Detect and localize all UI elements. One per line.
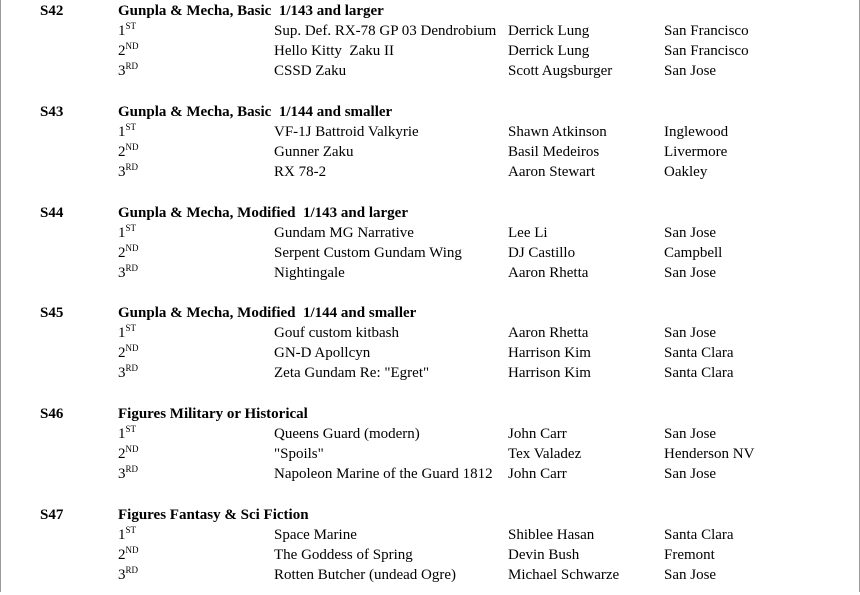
table-row — [0, 343, 860, 363]
entrant-name: Devin Bush — [508, 547, 580, 563]
place-label: 2ND — [118, 545, 139, 563]
entrant-name: Aaron Rhetta — [508, 265, 589, 281]
category-title: Figures Military or Historical — [118, 406, 308, 422]
category-code: S46 — [40, 406, 64, 422]
entry-title: Gundam MG Narrative — [274, 225, 414, 241]
entrant-name: Shawn Atkinson — [508, 124, 607, 140]
table-row — [0, 525, 860, 545]
entrant-city: San Jose — [664, 265, 717, 281]
category-section — [0, 203, 860, 293]
entry-title: Serpent Custom Gundam Wing — [274, 245, 462, 261]
entry-title: The Goddess of Spring — [274, 547, 413, 563]
category-title: Gunpla & Mecha, Basic 1/143 and larger — [118, 3, 384, 19]
entrant-city: Santa Clara — [664, 365, 734, 381]
entrant-name: Derrick Lung — [508, 23, 590, 39]
entrant-name: Scott Augsburger — [508, 63, 613, 79]
table-row — [0, 444, 860, 464]
entrant-city: Livermore — [664, 144, 728, 160]
entrant-city: Santa Clara — [664, 345, 734, 361]
category-section — [0, 303, 860, 393]
table-row — [0, 122, 860, 142]
entrant-city: San Jose — [664, 63, 717, 79]
entrant-name: Derrick Lung — [508, 43, 590, 59]
entry-title: VF-1J Battroid Valkyrie — [274, 124, 419, 140]
entrant-name: DJ Castillo — [508, 245, 576, 261]
entrant-city: Campbell — [664, 245, 723, 261]
table-row — [0, 545, 860, 565]
table-row — [0, 142, 860, 162]
entrant-name: Harrison Kim — [508, 365, 591, 381]
table-row — [0, 565, 860, 585]
category-title: Gunpla & Mecha, Modified 1/143 and larger — [118, 205, 408, 221]
entrant-city: San Jose — [664, 567, 717, 583]
entrant-city: San Francisco — [664, 43, 749, 59]
place-label: 2ND — [118, 343, 139, 361]
place-label: 2ND — [118, 142, 139, 160]
entrant-name: Tex Valadez — [508, 446, 582, 462]
entry-title: Zeta Gundam Re: "Egret" — [274, 365, 430, 381]
entrant-name: Harrison Kim — [508, 345, 591, 361]
table-row — [0, 243, 860, 263]
entry-title: Sup. Def. RX-78 GP 03 Dendrobium — [274, 23, 497, 39]
category-title: Gunpla & Mecha, Basic 1/144 and smaller — [118, 104, 393, 120]
entry-title: Rotten Butcher (undead Ogre) — [274, 567, 457, 583]
table-row — [0, 323, 860, 343]
place-label: 3RD — [118, 363, 139, 381]
entrant-city: San Jose — [664, 325, 717, 341]
table-row — [0, 21, 860, 41]
entry-title: RX 78-2 — [274, 164, 327, 180]
category-section — [0, 505, 860, 595]
entry-title: Napoleon Marine of the Guard 1812 — [274, 466, 493, 482]
category-code: S42 — [40, 3, 64, 19]
table-row — [0, 263, 860, 283]
table-row — [0, 162, 860, 182]
entry-title: Space Marine — [274, 527, 357, 543]
entry-title: Nightingale — [274, 265, 345, 281]
table-row — [0, 223, 860, 243]
category-section — [0, 102, 860, 192]
entrant-city: Oakley — [664, 164, 708, 180]
entrant-city: San Jose — [664, 466, 717, 482]
entrant-name: John Carr — [508, 426, 567, 442]
place-label: 1ST — [118, 122, 137, 140]
place-label: 3RD — [118, 263, 139, 281]
entrant-name: Lee Li — [508, 225, 548, 241]
place-label: 3RD — [118, 464, 139, 482]
entrant-city: San Jose — [664, 426, 717, 442]
category-code: S47 — [40, 507, 64, 523]
place-label: 1ST — [118, 323, 137, 341]
category-section — [0, 1, 860, 91]
category-title: Gunpla & Mecha, Modified 1/144 and smaller — [118, 305, 417, 321]
entrant-name: Aaron Rhetta — [508, 325, 589, 341]
entry-title: CSSD Zaku — [274, 63, 347, 79]
place-label: 2ND — [118, 444, 139, 462]
table-row — [0, 41, 860, 61]
entry-title: Gunner Zaku — [274, 144, 354, 160]
place-label: 1ST — [118, 21, 137, 39]
place-label: 1ST — [118, 424, 137, 442]
category-code: S44 — [40, 205, 64, 221]
entrant-city: Santa Clara — [664, 527, 734, 543]
category-code: S43 — [40, 104, 64, 120]
category-section — [0, 404, 860, 494]
entrant-name: John Carr — [508, 466, 567, 482]
entrant-city: Fremont — [664, 547, 715, 563]
entrant-city: San Jose — [664, 225, 717, 241]
entrant-city: San Francisco — [664, 23, 749, 39]
table-row — [0, 61, 860, 81]
entrant-city: Inglewood — [664, 124, 729, 140]
table-row — [0, 424, 860, 444]
entrant-name: Aaron Stewart — [508, 164, 596, 180]
entrant-name: Michael Schwarze — [508, 567, 620, 583]
category-title: Figures Fantasy & Sci Fiction — [118, 507, 309, 523]
place-label: 3RD — [118, 162, 139, 180]
place-label: 1ST — [118, 223, 137, 241]
place-label: 3RD — [118, 61, 139, 79]
entry-title: Gouf custom kitbash — [274, 325, 399, 341]
place-label: 1ST — [118, 525, 137, 543]
place-label: 2ND — [118, 243, 139, 261]
entry-title: "Spoils" — [274, 446, 324, 462]
place-label: 2ND — [118, 41, 139, 59]
entry-title: GN-D Apollcyn — [274, 345, 371, 361]
table-row — [0, 464, 860, 484]
entrant-city: Henderson NV — [664, 446, 755, 462]
category-code: S45 — [40, 305, 64, 321]
entrant-name: Shiblee Hasan — [508, 527, 595, 543]
entry-title: Queens Guard (modern) — [274, 426, 420, 442]
entrant-name: Basil Medeiros — [508, 144, 600, 160]
place-label: 3RD — [118, 565, 139, 583]
entry-title: Hello Kitty Zaku II — [274, 43, 394, 59]
table-row — [0, 363, 860, 383]
